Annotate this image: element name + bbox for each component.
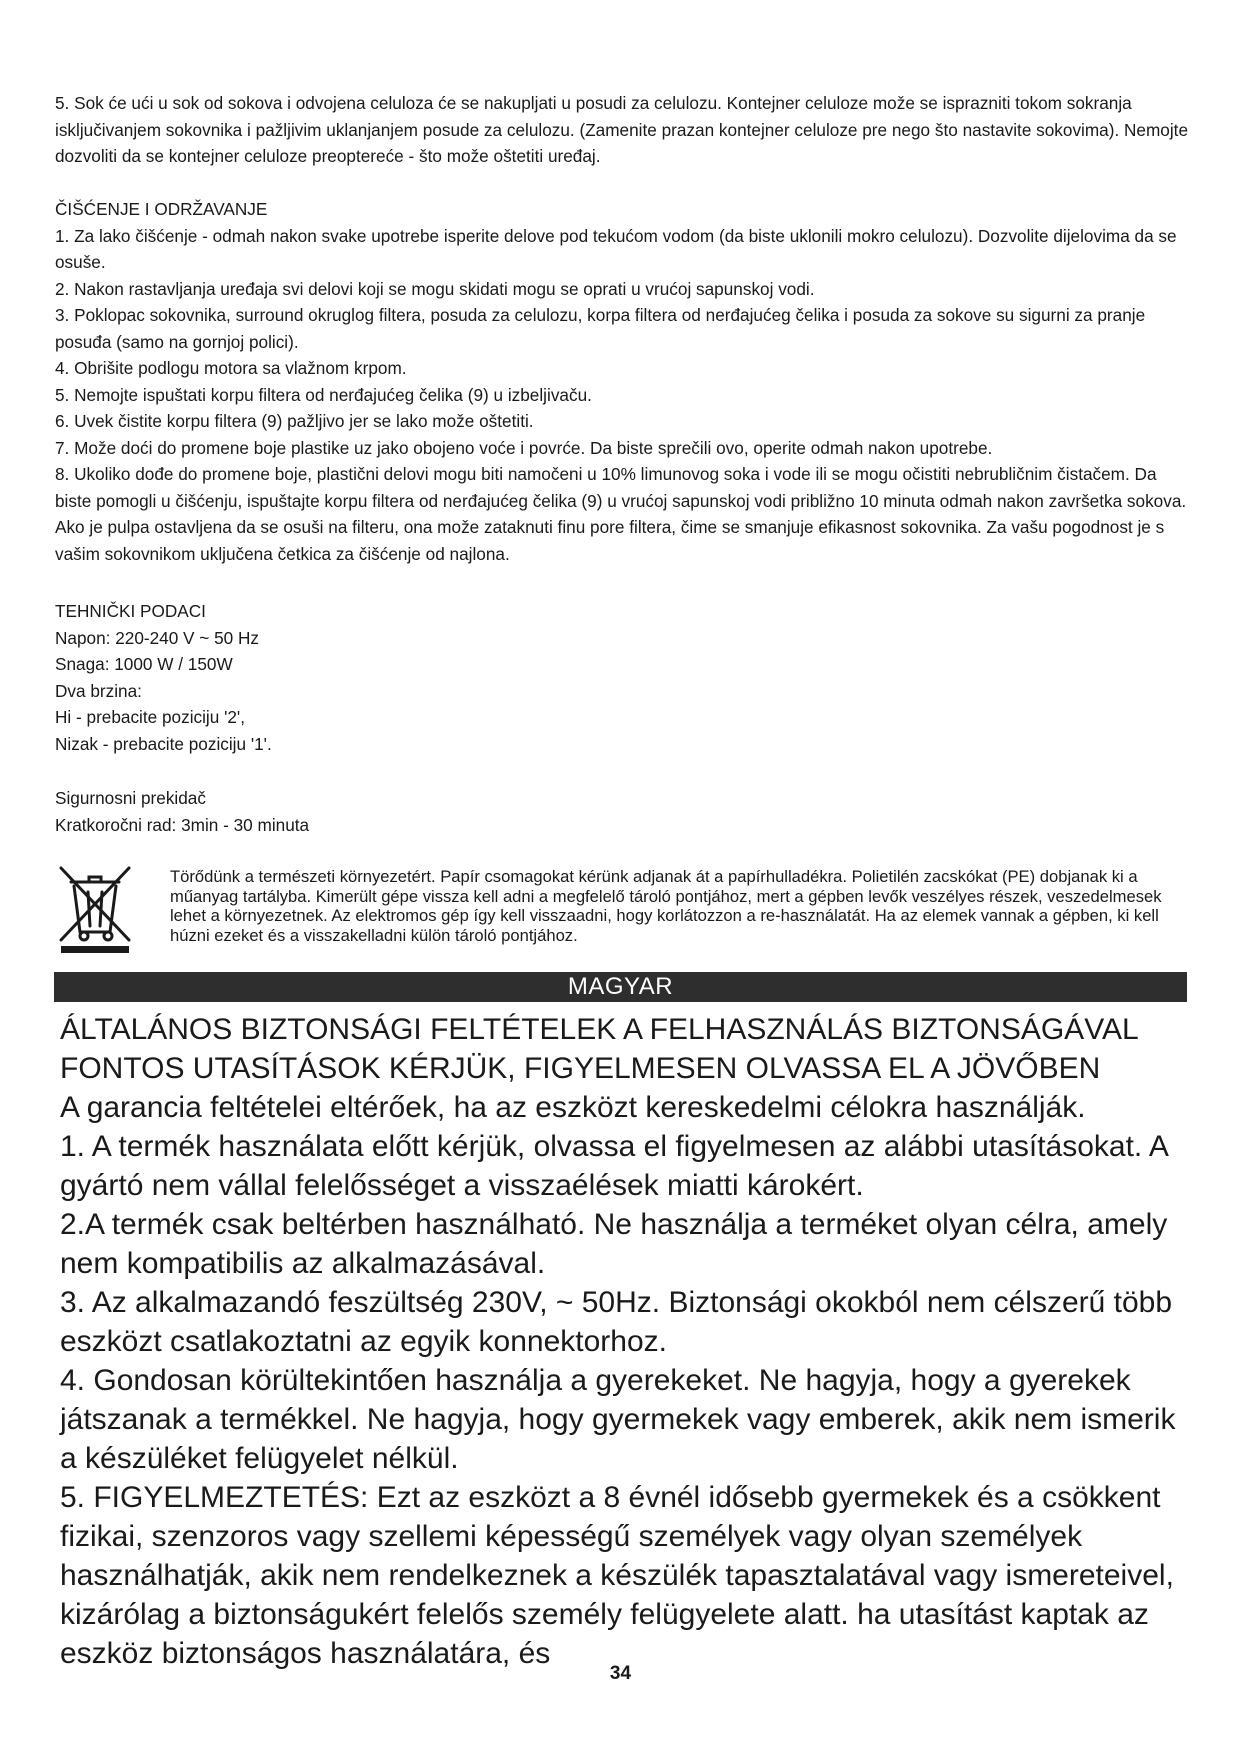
cleaning-heading: ČIŠĆENJE I ODRŽAVANJE — [55, 199, 268, 219]
cleaning-item: 5. Nemojte ispuštati korpu filtera od nerđajućeg čelika (9) u izbeljivaču. — [55, 384, 592, 405]
hungarian-paragraph: 1. A termék használata előtt kérjük, olvassa el figyelmesen az alábbi utasításokat. A gyártó nem vállal felelősséget a visszaélések miatti károkért. — [60, 1130, 1168, 1202]
hungarian-safety-section — [60, 1010, 1200, 1673]
cleaning-item: 7. Može doći do promene boje plastike uz jako obojeno voće i povrće. Da biste sprečili ovo, operite odmah nakon upotrebe. — [55, 437, 993, 458]
technical-data-section — [55, 598, 1195, 757]
tech-line: Nizak - prebacite poziciju '1'. — [55, 733, 272, 754]
language-label: MAGYAR — [567, 973, 674, 1000]
safety-line: Kratkoročni rad: 3min - 30 minuta — [55, 814, 310, 835]
hungarian-paragraph: 2.A termék csak beltérben használható. Ne használja a terméket olyan célra, amely nem kompatibilis az alkalmazásával. — [60, 1208, 1168, 1280]
cleaning-item: 4. Obrišite podlogu motora sa vlažnom krpom. — [55, 358, 407, 378]
hungarian-paragraph: 5. FIGYELMEZTETÉS: Ezt az eszközt a 8 évnél idősebb gyermekek és a csökkent fizikai, szenzoros vagy szellemi képességű személyek vagy olyan személyek használhatják, akik nem rendelkeznek a készülék tapasztalatával vagy ismereteivel, kizárólag a biztonságukért felelős személy felügyelete alatt. ha utasítást kaptak az eszköz biztonságos használatára, és — [60, 1481, 1174, 1670]
safety-line: Sigurnosni prekidač — [55, 788, 206, 808]
cleaning-section — [55, 196, 1195, 567]
tech-line: Hi - prebacite poziciju '2', — [55, 707, 245, 727]
cleaning-item: 6. Uvek čistite korpu filtera (9) pažljivo jer se lako može oštetiti. — [55, 411, 534, 431]
environment-notice: Törődünk a természeti környezetért. Papír csomagokat kérünk adjanak át a papírhulladékra. Polietilén zacskókat (PE) dobjanak ki a műanyag tartályba. Kimerült gépe vissza kell adni a megfelelő tároló pontjához, mert a gépben levők veszélyes részek, veszedelmesek lehet a környezetnek. Az elektromos gép így kell visszaadni, hogy korlátozzon a re-használatát. Ha az elemek vannak a gépben, ki kell húzni ezeket és a visszakelladni külön tároló pontjához. — [170, 867, 1162, 945]
language-section-bar — [54, 972, 1187, 1002]
weee-crossed-bin-icon — [55, 862, 135, 954]
safety-switch-section — [55, 785, 1195, 838]
technical-data-heading: TEHNIČKI PODACI — [55, 601, 206, 621]
tech-line: Dva brzina: — [55, 680, 142, 701]
cleaning-item: 8. Ukoliko dođe do promene boje, plastični delovi mogu biti namočeni u 10% limunovog soka i vode ili se mogu očistiti nebrubličnim čistačem. Da biste pomogli u čišćenju, ispuštajte korpu filtera od nerđajućeg čelika (9) u vrućoj sapunskoj vodi približno 10 minuta odmah nakon završetka sokova. Ako je pulpa ostavljena da se osuši na filteru, ona može zataknuti finu pore filtera, čime se smanjuje efikasnost sokovnika. Za vašu pogodnost je s vašim sokovnikom uključena četkica za čišćenje od najlona. — [55, 464, 1187, 564]
hungarian-heading: ÁLTALÁNOS BIZTONSÁGI FELTÉTELEK A FELHASZNÁLÁS BIZTONSÁGÁVAL FONTOS UTASÍTÁSOK KÉRJÜK, FIGYELMESEN OLVASSA EL A JÖVŐBEN — [60, 1013, 1138, 1085]
tech-line: Napon: 220-240 V ~ 50 Hz — [55, 627, 260, 648]
tech-line: Snaga: 1000 W / 150W — [55, 654, 233, 674]
hungarian-paragraph: 4. Gondosan körültekintően használja a gyerekeket. Ne hagyja, hogy a gyerekek játszanak a termékkel. Ne hagyja, hogy gyermekek vagy emberek, akik nem ismerik a készüléket felügyelet nélkül. — [60, 1364, 1176, 1475]
cleaning-item: 3. Poklopac sokovnika, surround okruglog filtera, posuda za celulozu, korpa filtera od nerđajućeg čelika i posuda za sokove su sigurni za pranje posuđa (samo na gornjoj polici). — [55, 305, 1146, 352]
cleaning-item: 1. Za lako čišćenje - odmah nakon svake upotrebe isperite delove pod tekućom vodom (da biste uklonili mokro celulozu). Dozvolite dijelovima da se osuše. — [55, 225, 1177, 272]
juicer-pulp-paragraph — [55, 90, 1195, 170]
pulp-container-text: 5. Sok će ući u sok od sokova i odvojena celuloza će se nakupljati u posudi za celulozu. Kontejner celuloze može se isprazniti tokom sokranja isključivanjem sokovnika i pažljivim uklanjanjem posude za celulozu. (Zamenite prazan kontejner celuloze pre nego što nastavite sokovima). Nemojte dozvoliti da se kontejner celuloze preoptereće - što može oštetiti uređaj. — [55, 93, 1189, 166]
cleaning-item: 2. Nakon rastavljanja uređaja svi delovi koji se mogu skidati mogu se oprati u vrućoj sapunskoj vodi. — [55, 278, 815, 299]
hungarian-paragraph: A garancia feltételei eltérőek, ha az eszközt kereskedelmi célokra használják. — [60, 1091, 1086, 1124]
hungarian-paragraph: 3. Az alkalmazandó feszültség 230V, ~ 50Hz. Biztonsági okokból nem célszerű több eszközt csatlakoztatni az egyik konnektorhoz. — [60, 1286, 1173, 1358]
page-number: 34 — [609, 1663, 632, 1684]
